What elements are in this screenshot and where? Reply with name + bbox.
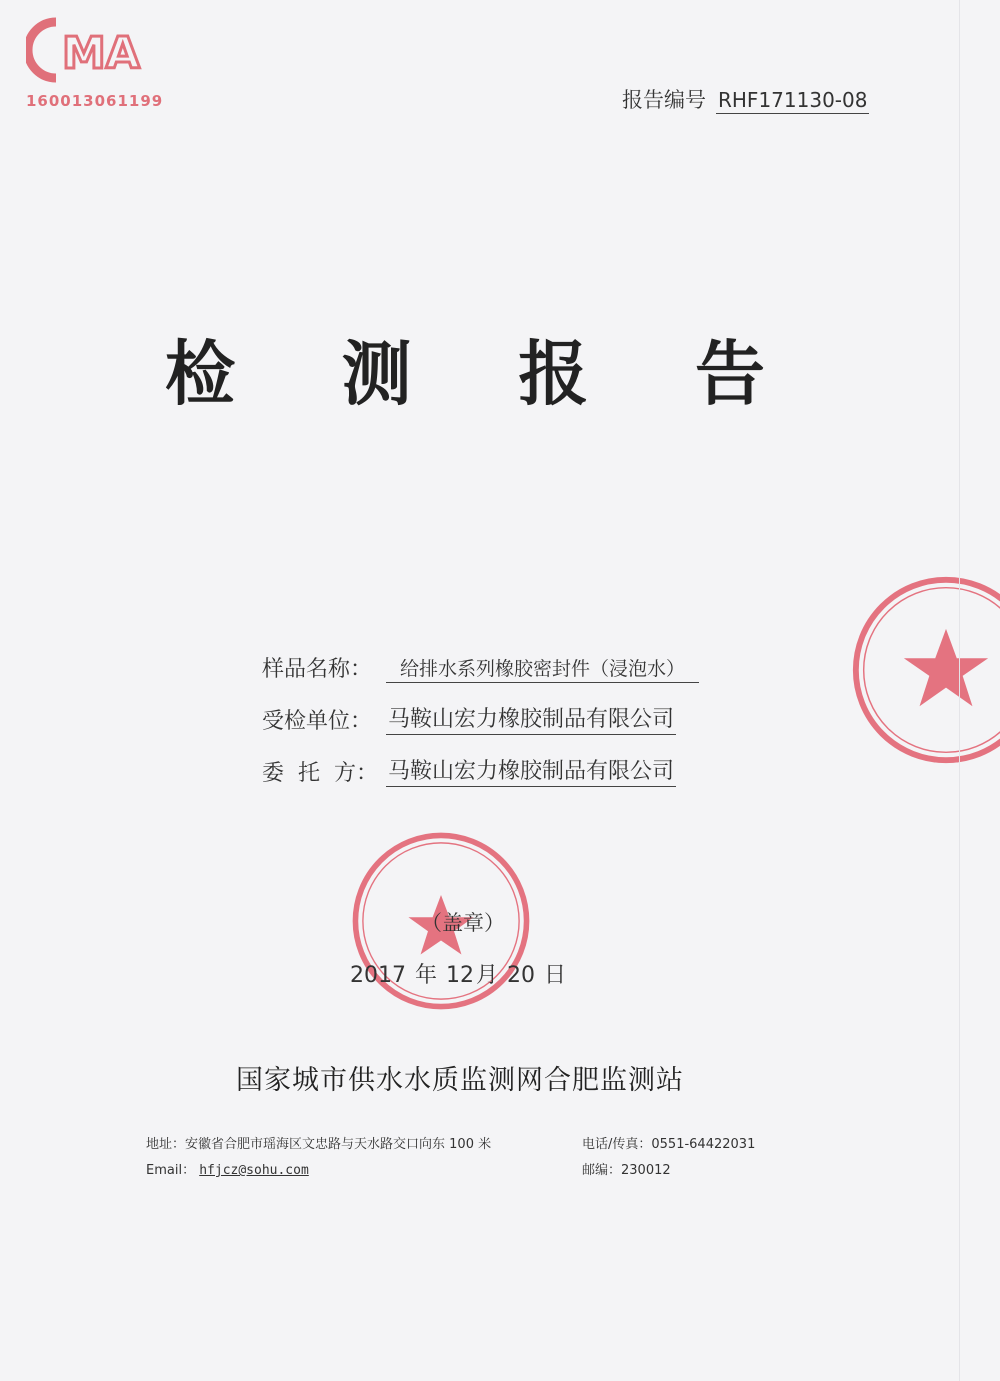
postcode-value: 230012 [621, 1163, 671, 1178]
report-number-value: RHF171130-08 [718, 88, 868, 112]
organization-name: 国家城市供水水质监测网合肥监测站 [236, 1065, 684, 1096]
date-month: 12 [446, 963, 475, 988]
inspected-unit-field [262, 702, 676, 735]
postcode-line [582, 1159, 671, 1178]
cma-number: 160013061199 [26, 92, 164, 110]
client-value: 马鞍山宏力橡胶制品有限公司 [386, 754, 676, 787]
seal-note: （盖章） [421, 911, 505, 935]
title-char: 检 [165, 332, 235, 415]
email-line [146, 1159, 309, 1178]
date-year-unit: 年 [415, 963, 438, 988]
email-label: Email： [146, 1163, 196, 1178]
postcode-label: 邮编： [582, 1163, 622, 1178]
official-seal-right [848, 572, 1000, 768]
phone-value: 0551-64422031 [651, 1137, 756, 1152]
date-day: 20 [507, 963, 536, 988]
page-edge-divider [959, 0, 960, 1381]
address-line [146, 1133, 491, 1152]
title-char: 报 [518, 332, 589, 415]
sample-name-field [262, 652, 699, 683]
phone-line [582, 1133, 755, 1152]
client-field [262, 754, 676, 787]
cma-certification-icon [26, 16, 166, 84]
sample-name-label: 样品名称： [262, 657, 373, 682]
page-title [165, 318, 765, 419]
inspected-unit-label: 受检单位： [262, 709, 373, 734]
sample-name-value: 给排水系列橡胶密封件（浸泡水） [386, 654, 699, 683]
date-year: 2017 [350, 963, 406, 988]
client-label: 委 托 方： [262, 761, 378, 786]
phone-label: 电话/传真： [582, 1137, 652, 1152]
report-date [350, 958, 568, 989]
report-number-label: 报告编号 [622, 88, 706, 112]
cma-mark-text: MA [62, 28, 140, 79]
date-day-unit: 日 [544, 963, 567, 988]
report-number [622, 84, 869, 114]
title-char: 测 [341, 332, 412, 415]
address-value: 安徽省合肥市瑶海区文忠路与天水路交口向东 100 米 [185, 1137, 492, 1152]
address-label: 地址： [146, 1137, 186, 1152]
inspected-unit-value: 马鞍山宏力橡胶制品有限公司 [386, 702, 676, 735]
date-month-unit: 月 [476, 963, 499, 988]
title-char: 告 [694, 332, 765, 415]
email-link[interactable]: hfjcz@sohu.com [199, 1163, 309, 1178]
